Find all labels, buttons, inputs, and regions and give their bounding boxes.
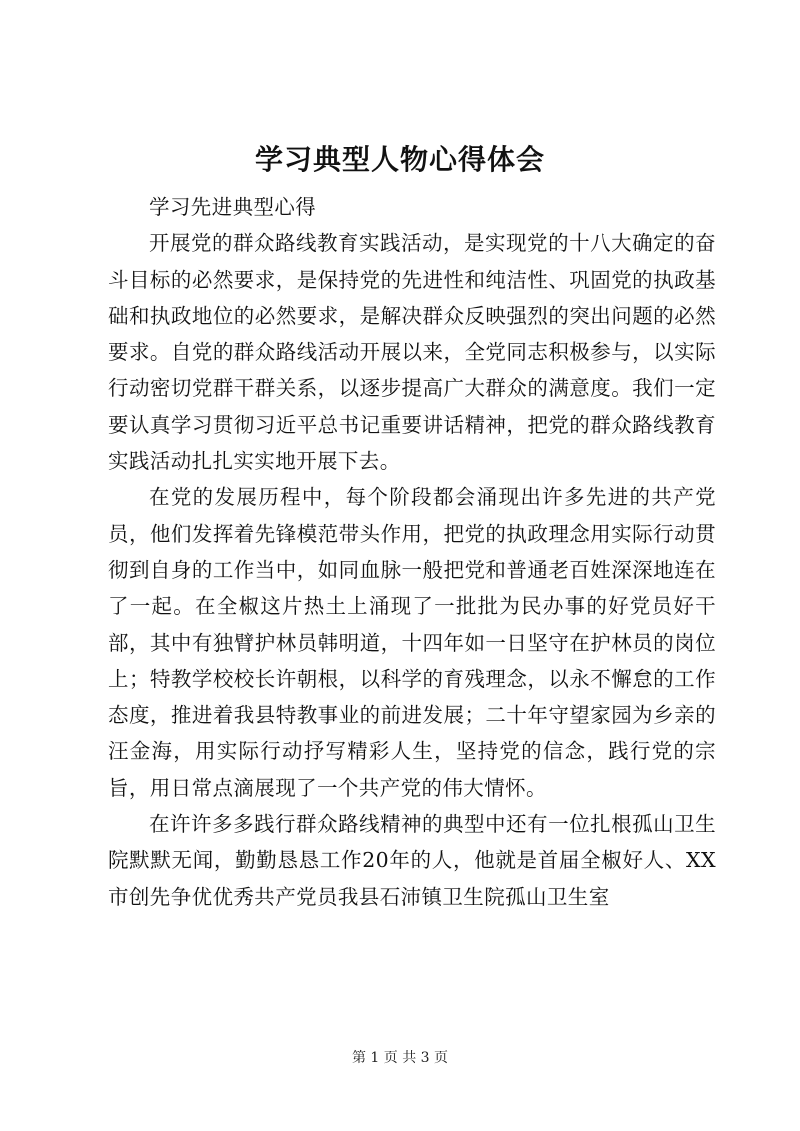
document-body (108, 189, 716, 915)
body-paragraph: 在党的发展历程中，每个阶段都会涌现出许多先进的共产党员，他们发挥着先锋模范带头作用，把党的执政理念用实际行动贯彻到自身的工作当中，如同血脉一般把党和普通老百姓深深地连在了一起。在全椒这片热土上涌现了一批批为民办事的好党员好干部，其中有独臂护林员韩明道，十四年如一日坚守在护林员的岗位上；特教学校校长许朝根，以科学的育残理念，以永不懈怠的工作态度，推进着我县特教事业的前进发展；二十年守望家园为乡亲的汪金海，用实际行动抒写精彩人生，坚持党的信念，践行党的宗旨，用日常点滴展现了一个共产党的伟大情怀。 (108, 485, 716, 800)
body-paragraph: 开展党的群众路线教育实践活动，是实现党的十八大确定的奋斗目标的必然要求，是保持党的先进性和纯洁性、巩固党的执政基础和执政地位的必然要求，是解决群众反映强烈的突出问题的必然要求。自党的群众路线活动开展以来，全党同志积极参与，以实际行动密切党群干群关系，以逐步提高广大群众的满意度。我们一定要认真学习贯彻习近平总书记重要讲话精神，把党的群众路线教育实践活动扎扎实实地开展下去。 (108, 231, 716, 474)
page-number-footer: 第 1 页 共 3 页 (351, 1050, 449, 1066)
page-title: 学习典型人物心得体会 (254, 143, 545, 176)
subtitle-paragraph: 学习先进典型心得 (149, 195, 317, 219)
body-paragraph: 在许许多多践行群众路线精神的典型中还有一位扎根孤山卫生院默默无闻，勤勤恳恳工作20年的人，他就是首届全椒好人、XX市创先争优优秀共产党员我县石沛镇卫生院孤山卫生室 (108, 812, 716, 909)
